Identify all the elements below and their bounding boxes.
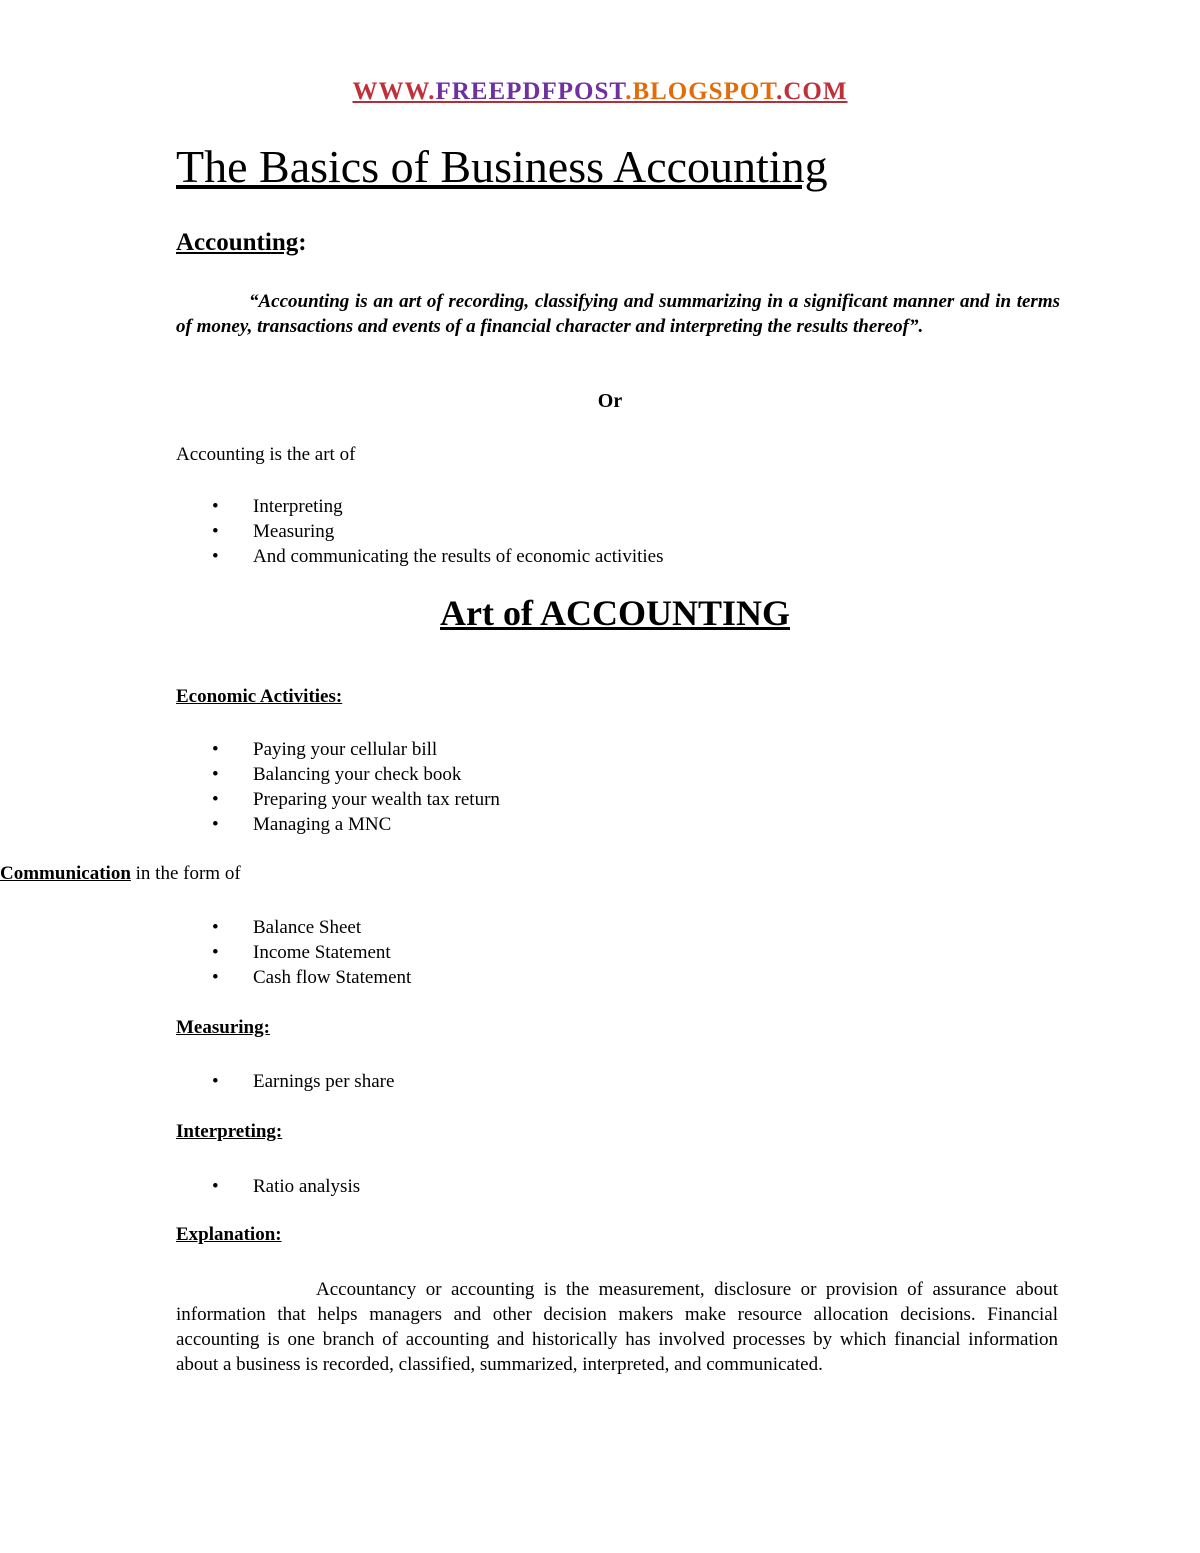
economic-activities-list: [176, 737, 500, 837]
list-item-text: Balancing your check book: [253, 764, 462, 785]
list-item-text: And communicating the results of economic activities: [253, 546, 664, 567]
list-item: [176, 940, 411, 965]
bullet-icon: •: [212, 1071, 219, 1092]
communication-heading: [0, 863, 241, 885]
list-item: [176, 965, 411, 990]
list-item: [176, 915, 411, 940]
list-item: [176, 1174, 360, 1199]
bullet-icon: •: [212, 496, 219, 517]
list-item: [176, 1069, 394, 1094]
list-item: [176, 762, 500, 787]
list-item: [176, 519, 664, 544]
list-item: [176, 812, 500, 837]
explanation-heading: Explanation:: [176, 1224, 282, 1245]
url-freepdfpost: FREEPDFPOST: [435, 78, 626, 105]
measuring-heading: Measuring:: [176, 1017, 270, 1038]
bullet-icon: •: [212, 789, 219, 810]
url-blogspot: .BLOGSPOT: [625, 78, 777, 105]
url-www: WWW.: [352, 78, 436, 105]
list-item: [176, 494, 664, 519]
list-item-text: Cash flow Statement: [253, 967, 412, 988]
or-label: Or: [597, 390, 623, 412]
art-list: [176, 494, 664, 569]
list-item: [176, 787, 500, 812]
bullet-icon: •: [212, 739, 219, 760]
measuring-list: [176, 1069, 394, 1094]
list-item-text: Ratio analysis: [253, 1176, 361, 1197]
interpreting-list: [176, 1174, 360, 1199]
list-item: [176, 544, 664, 569]
communication-list: [176, 915, 411, 990]
accounting-heading-colon: :: [298, 229, 307, 256]
communication-heading-rest: in the form of: [130, 863, 241, 884]
art-of-accounting-title: Art of ACCOUNTING: [440, 593, 790, 633]
bullet-icon: •: [212, 546, 219, 567]
list-item-text: Income Statement: [253, 942, 391, 963]
economic-activities-heading: Economic Activities:: [176, 686, 343, 707]
site-url-header[interactable]: [0, 78, 1200, 106]
interpreting-heading: Interpreting:: [176, 1121, 283, 1142]
communication-heading-bold: Communication: [0, 863, 131, 884]
accounting-lead: Accounting is the art of: [176, 444, 356, 465]
accounting-heading-text: Accounting: [176, 229, 299, 256]
list-item-text: Measuring: [253, 521, 335, 542]
bullet-icon: •: [212, 521, 219, 542]
list-item-text: Preparing your wealth tax return: [253, 789, 500, 810]
list-item-text: Balance Sheet: [253, 917, 362, 938]
bullet-icon: •: [212, 814, 219, 835]
bullet-icon: •: [212, 764, 219, 785]
document-title: The Basics of Business Accounting: [176, 141, 828, 192]
explanation-paragraph: Accountancy or accounting is the measurement, disclosure or provision of assurance about information that helps managers and other decision makers make resource allocation decisions. Financial accounting is one branch of accounting and historically has involved processes by which financial information about a business is recorded, classified, summarized, interpreted, and communicated.: [176, 1279, 1058, 1375]
accounting-definition: “Accounting is an art of recording, classifying and summarizing in a significant manner and in terms of money, transactions and events of a financial character and interpreting the results thereof”.: [176, 291, 1060, 337]
list-item-text: Interpreting: [253, 496, 343, 517]
bullet-icon: •: [212, 917, 219, 938]
list-item-text: Managing a MNC: [253, 814, 392, 835]
list-item: [176, 737, 500, 762]
list-item-text: Paying your cellular bill: [253, 739, 438, 760]
bullet-icon: •: [212, 942, 219, 963]
bullet-icon: •: [212, 967, 219, 988]
bullet-icon: •: [212, 1176, 219, 1197]
accounting-heading: [176, 229, 307, 257]
list-item-text: Earnings per share: [253, 1071, 395, 1092]
url-com: .COM: [776, 78, 848, 105]
